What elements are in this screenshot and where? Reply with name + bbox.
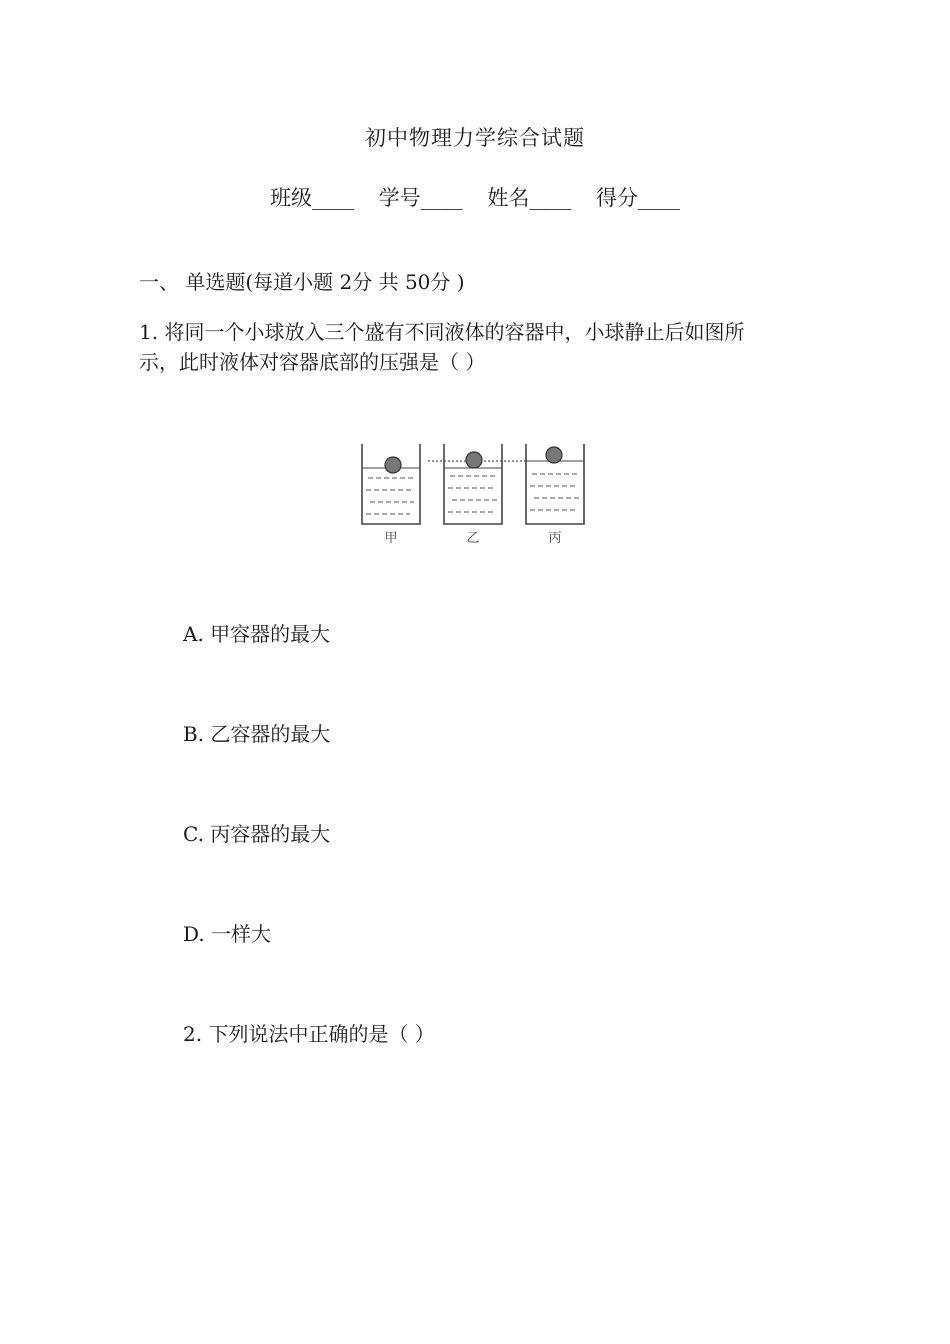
option-a: A. 甲容器的最大 bbox=[183, 622, 331, 646]
label-jia: 甲 bbox=[384, 531, 398, 546]
option-b: B. 乙容器的最大 bbox=[183, 722, 331, 746]
ball-bing bbox=[546, 447, 562, 463]
three-containers-figure bbox=[356, 438, 596, 552]
ball-yi bbox=[466, 452, 482, 468]
option-c: C. 丙容器的最大 bbox=[183, 822, 331, 846]
question-1-text-line1: 1. 将同一个小球放入三个盛有不同液体的容器中，小球静止后如图所 bbox=[139, 320, 745, 344]
page-title: 初中物理力学综合试题 bbox=[365, 126, 585, 150]
container-yi bbox=[444, 444, 502, 524]
score-field: 得分____ bbox=[596, 186, 681, 210]
name-field: 姓名____ bbox=[487, 186, 572, 210]
class-field: 班级____ bbox=[269, 186, 354, 210]
ball-jia bbox=[385, 457, 401, 473]
option-d: D. 一样大 bbox=[183, 922, 272, 946]
student-number-field: 学号____ bbox=[378, 186, 463, 210]
container-bing bbox=[526, 444, 584, 524]
student-info-line bbox=[0, 182, 950, 212]
question-2-text: 2. 下列说法中正确的是（ ） bbox=[183, 1022, 435, 1046]
label-bing: 丙 bbox=[548, 531, 562, 546]
section-heading: 一、 单选题(每道小题 2分 共 50分 ) bbox=[139, 270, 465, 294]
question-1-text-line2: 示，此时液体对容器底部的压强是（ ） bbox=[139, 350, 486, 374]
label-yi: 乙 bbox=[466, 531, 480, 546]
container-jia bbox=[362, 444, 420, 524]
